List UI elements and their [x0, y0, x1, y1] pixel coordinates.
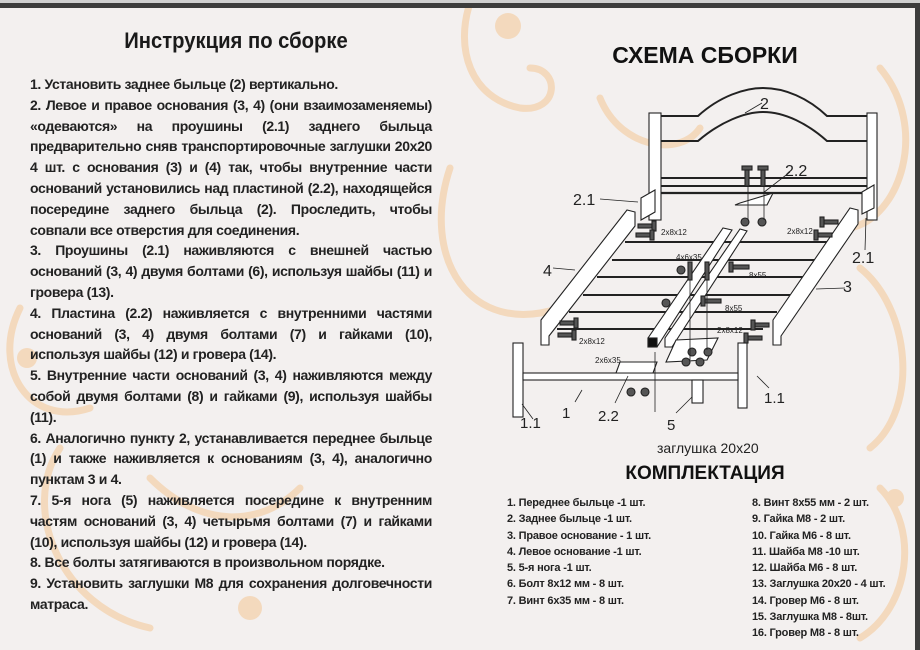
kit-item: 8. Винт 8х55 мм - 2 шт. [752, 497, 869, 509]
kit-list-right [752, 495, 885, 642]
step-4: 4. Пластина (2.2) наживляется с внутренними частями оснований (3, 4) двумя болтами (7) и гайками (10), используя шайбы (12) и гровера (14). [30, 304, 432, 363]
step-6: 6. Аналогично пункту 2, устанавливается переднее быльце (1) и также наживляется к основаниям (3, 4), аналогично пунктам 3 и 4. [30, 429, 432, 488]
step-1: 1. Установить заднее быльце (2) вертикально. [30, 76, 338, 92]
kit-title: КОМПЛЕКТАЦИЯ [625, 463, 785, 484]
kit-item: 5. 5-я нога -1 шт. [507, 562, 592, 575]
kit-item: 13. Заглушка 20х20 - 4 шт. [752, 578, 886, 591]
kit-item: 12. Шайба М6 - 8 шт. [752, 562, 858, 575]
kit-item: 14. Гровер М6 - 8 шт. [752, 594, 859, 607]
kit-item: 3. Правое основание - 1 шт. [507, 529, 651, 542]
label-left-base: 4 [543, 263, 552, 280]
label-screws-center: 4x6x35 [676, 253, 702, 262]
step-7: 7. 5-я нога (5) наживляется посередине к внутренним частям оснований (3, 4) четырьмя болтами (7) и гайками (10), используя шайбы (12) и гровера (14). [30, 491, 432, 550]
kit-item: 1. Переднее быльце -1 шт. [507, 497, 646, 509]
label-plate-front: 2.2 [598, 408, 619, 425]
label-lug-right: 2.1 [852, 250, 875, 267]
label-headboard: 2 [760, 96, 769, 113]
label-bolt-center-2: 8x55 [725, 304, 743, 313]
label-bolt-center-1: 8x55 [749, 271, 767, 280]
kit-item: 10. Гайка М6 - 8 шт. [752, 529, 851, 542]
kit-item: 4. Левое основание -1 шт. [507, 545, 642, 558]
kit-item: 15. Заглушка М8 - 8шт. [752, 611, 868, 624]
label-screws-front: 2x6x35 [595, 356, 621, 365]
label-footboard: 1 [562, 405, 571, 422]
step-9: 9. Установить заглушки М8 для сохранения долговечности матраса. [30, 575, 432, 612]
kit-list-left [507, 495, 651, 609]
step-2: 2. Левое и правое основания (3, 4) (они взаимозаменяемы) «одеваются» на проушины (2.1) заднего быльца предварительно сняв транспортировочные заглушки 20х20 4 шт. с основания (3) и (4) так, чтобы внутренние части оснований установились над пластиной (2.2), находящейся посередине заднего быльца (2). Проследить, чтобы совпали все отверстия для соединения. [30, 96, 432, 238]
kit-item: 9. Гайка М8 - 2 шт. [752, 513, 845, 526]
step-5: 5. Внутренние части оснований (3, 4) наживляются между собой двумя болтами (8) и гайками (9), используя шайбы (11). [30, 367, 432, 425]
step-8: 8. Все болты затягиваются в произвольном порядке. [30, 554, 385, 571]
label-bolts-top-left: 2x8x12 [661, 228, 687, 237]
label-right-base: 3 [843, 279, 852, 296]
headboard [641, 88, 877, 220]
label-bolts-top-right: 2x8x12 [787, 227, 813, 236]
label-leg: 5 [667, 417, 676, 434]
scheme-title: СХЕМА СБОРКИ [612, 42, 798, 68]
label-lug-left: 2.1 [573, 192, 596, 209]
label-bolts-bottom-right: 2x8x12 [717, 326, 743, 335]
kit-item: 11. Шайба М8 -10 шт. [752, 545, 860, 558]
label-bolts-bottom-left: 2x8x12 [579, 337, 605, 346]
window-top-band [0, 0, 920, 3]
kit-item: 6. Болт 8х12 мм - 8 шт. [507, 578, 624, 591]
label-lug-front-left: 1.1 [520, 415, 541, 432]
kit-item: 16. Гровер М8 - 8 шт. [752, 627, 859, 640]
label-lug-front-right: 1.1 [764, 390, 785, 407]
label-plate-top: 2.2 [785, 163, 808, 180]
kit-item: 7. Винт 6х35 мм - 8 шт. [507, 594, 624, 607]
instruction-page [0, 8, 915, 650]
kit-item: 2. Заднее быльце -1 шт. [507, 513, 632, 526]
step-3: 3. Проушины (2.1) наживляются с внешней частью оснований (3, 4) двумя болтами (6), используя шайбы (11) и гровера (13). [30, 242, 432, 300]
label-cap: заглушка 20x20 [657, 440, 759, 456]
instructions-title: Инструкция по сборке [124, 28, 348, 53]
